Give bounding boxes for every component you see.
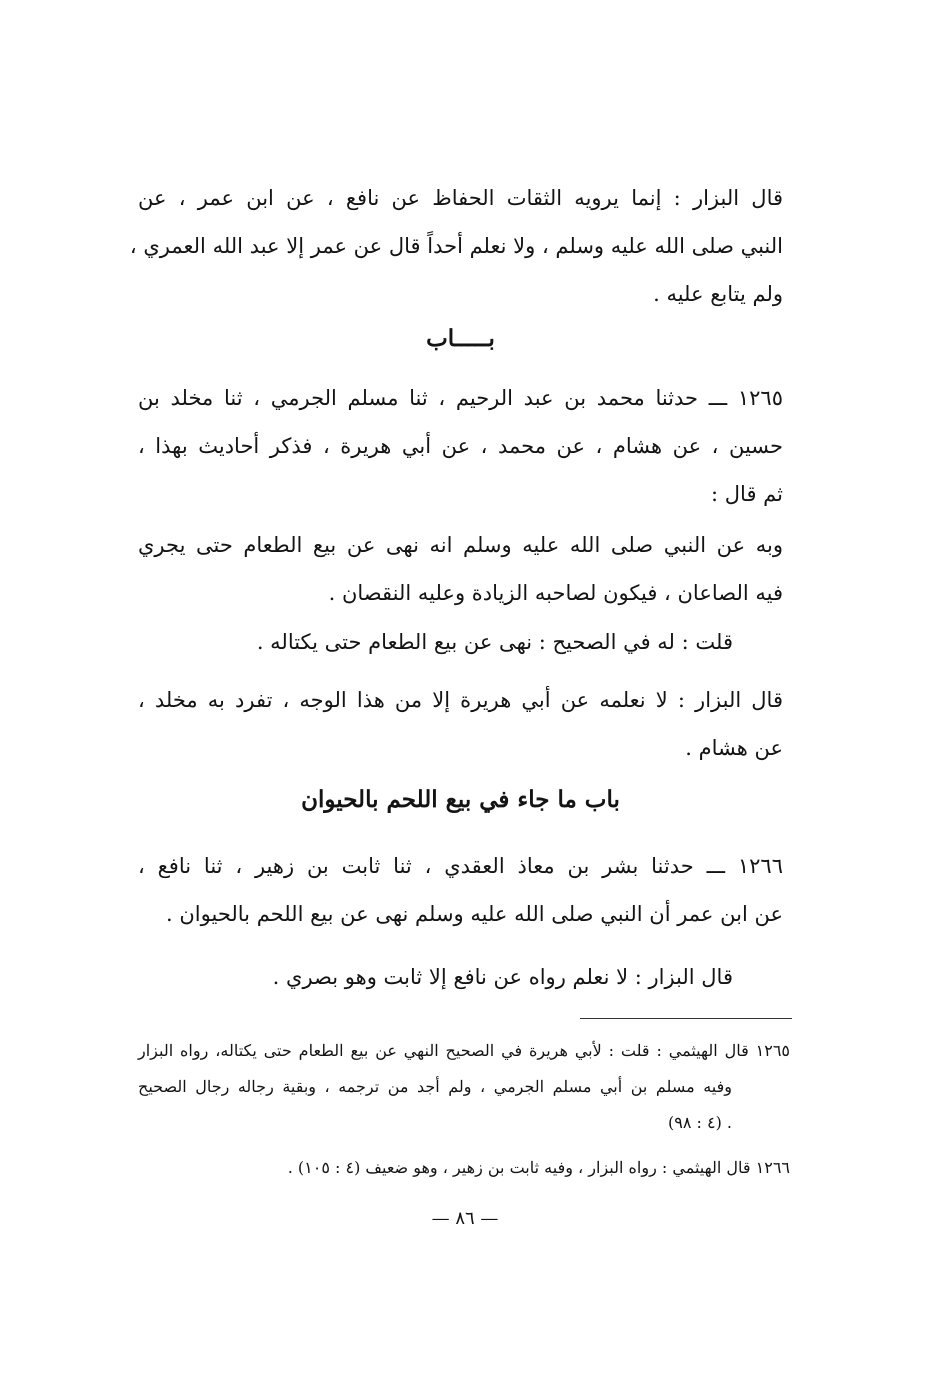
text-line: عن هشام .: [685, 736, 783, 760]
text-line: قال البزار : إنما يرويه الثقات الحفاظ عن نافع ، عن ابن عمر ، عن: [138, 186, 783, 210]
text-line: ثم قال :: [711, 482, 783, 506]
hadith-1265-text-paragraph: [138, 521, 783, 617]
hadith-1265-paragraph: [138, 374, 783, 518]
footnote-separator: [580, 1018, 792, 1019]
bazzar-comment-2-paragraph: [138, 676, 783, 772]
footnote-line: . (٤ : ٩٨): [667, 1113, 732, 1132]
text-line: النبي صلى الله عليه وسلم ، ولا نعلم أحداً قال عن عمر إلا عبد الله العمري ،: [129, 234, 783, 258]
bazzar-comment-3-paragraph: [138, 953, 783, 1001]
text-line: فيه الصاعان ، فيكون لصاحبه الزيادة وعليه النقصان .: [328, 581, 783, 605]
text-line: حسين ، عن هشام ، عن محمد ، عن أبي هريرة ، فذكر أحاديث بهذا ،: [138, 434, 783, 458]
bazzar-comment-paragraph: [129, 174, 783, 318]
text-line: عن ابن عمر أن النبي صلى الله عليه وسلم نهى عن بيع اللحم بالحيوان .: [166, 902, 783, 926]
footnote-1266: [138, 1150, 790, 1186]
text-line: قال البزار : لا نعلم رواه عن نافع إلا ثابت وهو بصري .: [272, 965, 733, 989]
footnote-line: ١٢٦٥ قال الهيثمي : قلت : لأبي هريرة في الصحيح النهي عن بيع الطعام حتى يكتاله، رواه البزار: [138, 1041, 790, 1060]
qultu-paragraph: [138, 618, 783, 666]
text-line: وبه عن النبي صلى الله عليه وسلم انه نهى عن بيع الطعام حتى يجري: [138, 533, 783, 557]
text-line: ١٢٦٦ ـــ حدثنا بشر بن معاذ العقدي ، ثنا ثابت بن زهير ، ثنا نافع ،: [138, 854, 783, 878]
section-heading-bab: بـــــاب: [426, 325, 495, 352]
page-number: — ٨٦ —: [431, 1208, 499, 1229]
footnote-line: وفيه مسلم بن أبي مسلم الجرمي ، ولم أجد من ترجمه ، وبقية رجاله رجال الصحيح: [138, 1077, 732, 1096]
footnote-line: ١٢٦٦ قال الهيثمي : رواه البزار ، وفيه ثابت بن زهير ، وهو ضعيف (٤ : ١٠٥) .: [287, 1158, 790, 1177]
text-line: قلت : له في الصحيح : نهى عن بيع الطعام حتى يكتاله .: [256, 630, 733, 654]
text-line: ولم يتابع عليه .: [653, 282, 783, 306]
footnote-1265: [138, 1033, 790, 1141]
section-heading-meat-sale: باب ما جاء في بيع اللحم بالحيوان: [301, 786, 620, 813]
hadith-1266-paragraph: [138, 842, 783, 938]
text-line: ١٢٦٥ ـــ حدثنا محمد بن عبد الرحيم ، ثنا مسلم الجرمي ، ثنا مخلد بن: [138, 386, 783, 410]
text-line: قال البزار : لا نعلمه عن أبي هريرة إلا من هذا الوجه ، تفرد به مخلد ،: [138, 688, 783, 712]
